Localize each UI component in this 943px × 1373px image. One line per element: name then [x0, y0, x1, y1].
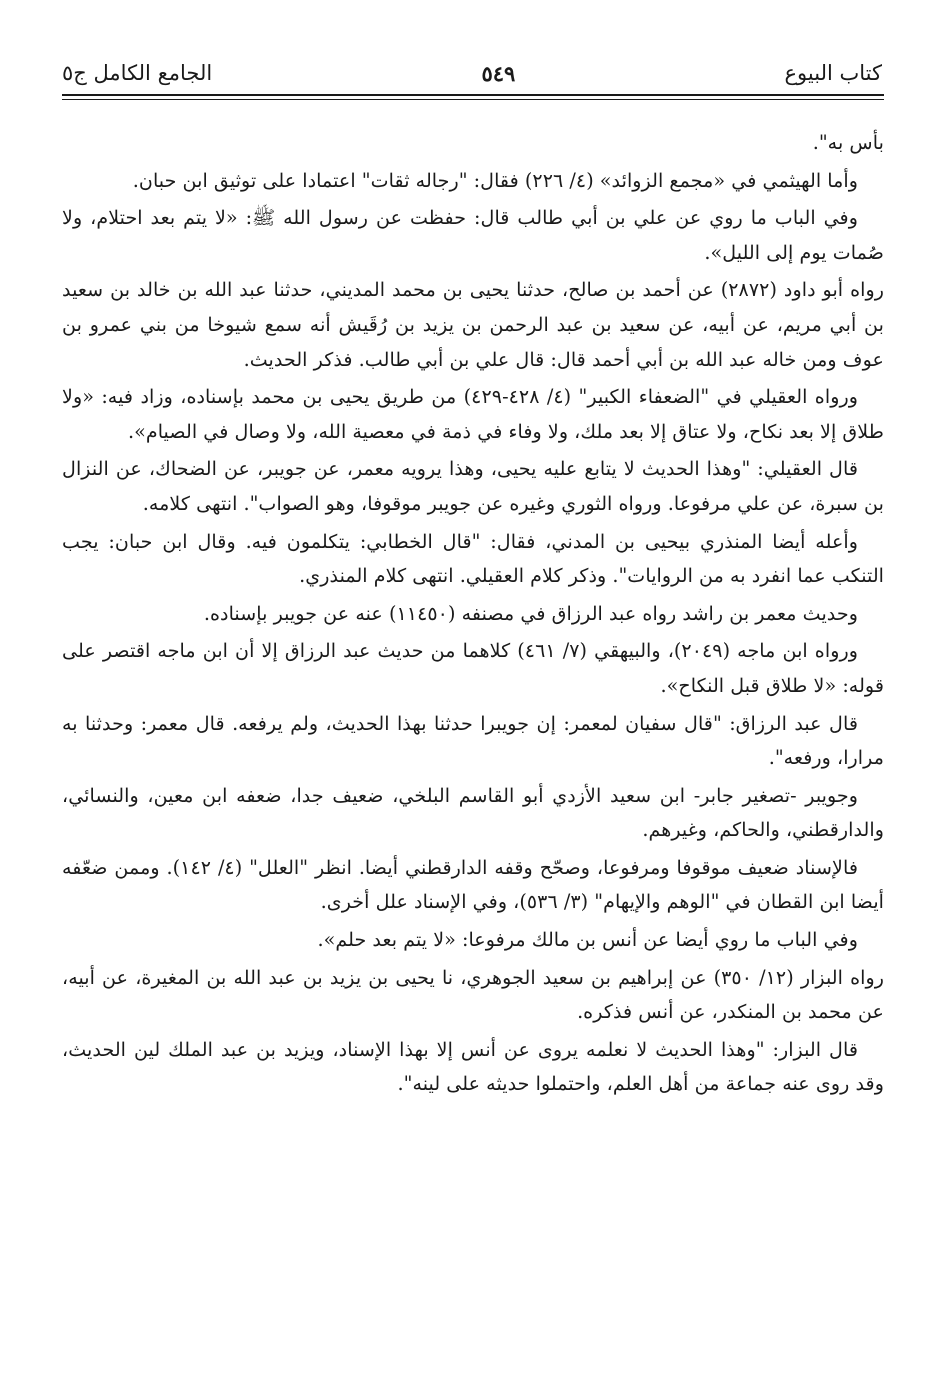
paragraph: قال العقيلي: "وهذا الحديث لا يتابع عليه يحيى، وهذا يرويه معمر، عن جويبر، عن الضحاك، عن النزال بن سبرة، عن علي مرفوعا. ورواه الثوري وغيره عن جويبر موقوفا، وهو الصواب". انتهى كلامه. — [62, 457, 884, 515]
section-title: كتاب البيوع — [784, 61, 882, 85]
paragraph: قال عبد الرزاق: "قال سفيان لمعمر: إن جويبرا حدثنا بهذا الحديث، ولم يرفعه. قال معمر: وحدثنا به مرارا، ورفعه". — [62, 711, 884, 770]
page-body — [62, 126, 884, 1105]
paragraph: وجويبر -تصغير جابر- ابن سعيد الأزدي أبو القاسم البلخي، ضعيف جدا، ضعفه ابن معين، والنسائي، والدارقطني، والحاكم، وغيرهم. — [62, 783, 884, 842]
page-header — [62, 58, 882, 88]
paragraph: فالإسناد ضعيف موقوفا ومرفوعا، وصحّح وقفه الدارقطني أيضا. انظر "العلل" (٤/ ١٤٢). وممن ضعّفه أيضا ابن القطان في "الوهم والإيهام" (٣/ ٥٣٦)، وفي الإسناد علل أخرى. — [62, 855, 884, 914]
header-rule-thin — [62, 99, 884, 100]
header-rule — [62, 94, 884, 96]
paragraph: ورواه ابن ماجه (٢٠٤٩)، والبيهقي (٧/ ٤٦١) كلاهما من حديث عبد الرزاق إلا أن ابن ماجه اقتصر على قوله: «لا طلاق قبل النكاح». — [62, 639, 884, 697]
paragraph: وفي الباب ما روي عن علي بن أبي طالب قال: حفظت عن رسول الله ﷺ: «لا يتم بعد احتلام، ولا صُمات يوم إلى الليل». — [62, 206, 884, 264]
paragraph: وأما الهيثمي في «مجمع الزوائد» (٤/ ٢٢٦) فقال: "رجاله ثقات" اعتمادا على توثيق ابن حبان. — [132, 168, 858, 192]
paragraph: قال البزار: "وهذا الحديث لا نعلمه يروى عن أنس إلا بهذا الإسناد، ويزيد بن عبد الملك لين الحديث، وقد روى عنه جماعة من أهل العلم، واحتملوا حديثه على لينه". — [62, 1037, 884, 1096]
paragraph: بأس به". — [812, 131, 884, 154]
book-title: الجامع الكامل ج٥ — [62, 61, 213, 85]
paragraph: ورواه العقيلي في "الضعفاء الكبير" (٤/ ٤٢٨-٤٢٩) من طريق يحيى بن محمد بإسناده، وزاد فيه: «ولا طلاق إلا بعد نكاح، ولا عتاق إلا بعد ملك، ولا وفاء في ذمة في معصية الله، ولا وصال في الصيام». — [62, 385, 884, 443]
paragraph: رواه البزار (١٢/ ٣٥٠) عن إبراهيم بن سعيد الجوهري، نا يحيى بن يزيد بن عبد الله بن المغيرة، عن أبيه، عن محمد بن المنكدر، عن أنس فذكره. — [62, 965, 884, 1024]
paragraph: وفي الباب ما روي أيضا عن أنس بن مالك مرفوعا: «لا يتم بعد حلم». — [317, 928, 858, 952]
page-number: ٥٤٩ — [481, 60, 516, 86]
paragraph: وأعله أيضا المنذري بيحيى بن المدني، فقال: "قال الخطابي: يتكلمون فيه. وقال ابن حبان: يجب التنكب عما انفرد به من الروايات". وذكر كلام العقيلي. انتهى كلام المنذري. — [62, 529, 884, 588]
paragraph: وحديث معمر بن راشد رواه عبد الرزاق في مصنفه (١١٤٥٠) عنه عن جويبر بإسناده. — [203, 601, 858, 625]
paragraph: رواه أبو داود (٢٨٧٢) عن أحمد بن صالح، حدثنا يحيى بن محمد المديني، حدثنا عبد الله بن خالد بن سعيد بن أبي مريم، عن أبيه، عن سعيد بن عبد الرحمن بن يزيد بن رُقَيش أنه سمع شيوخا من بني عمرو بن عوف ومن خاله عبد الله بن أبي أحمد قال: قال علي بن أبي طالب. فذكر الحديث. — [62, 278, 885, 371]
